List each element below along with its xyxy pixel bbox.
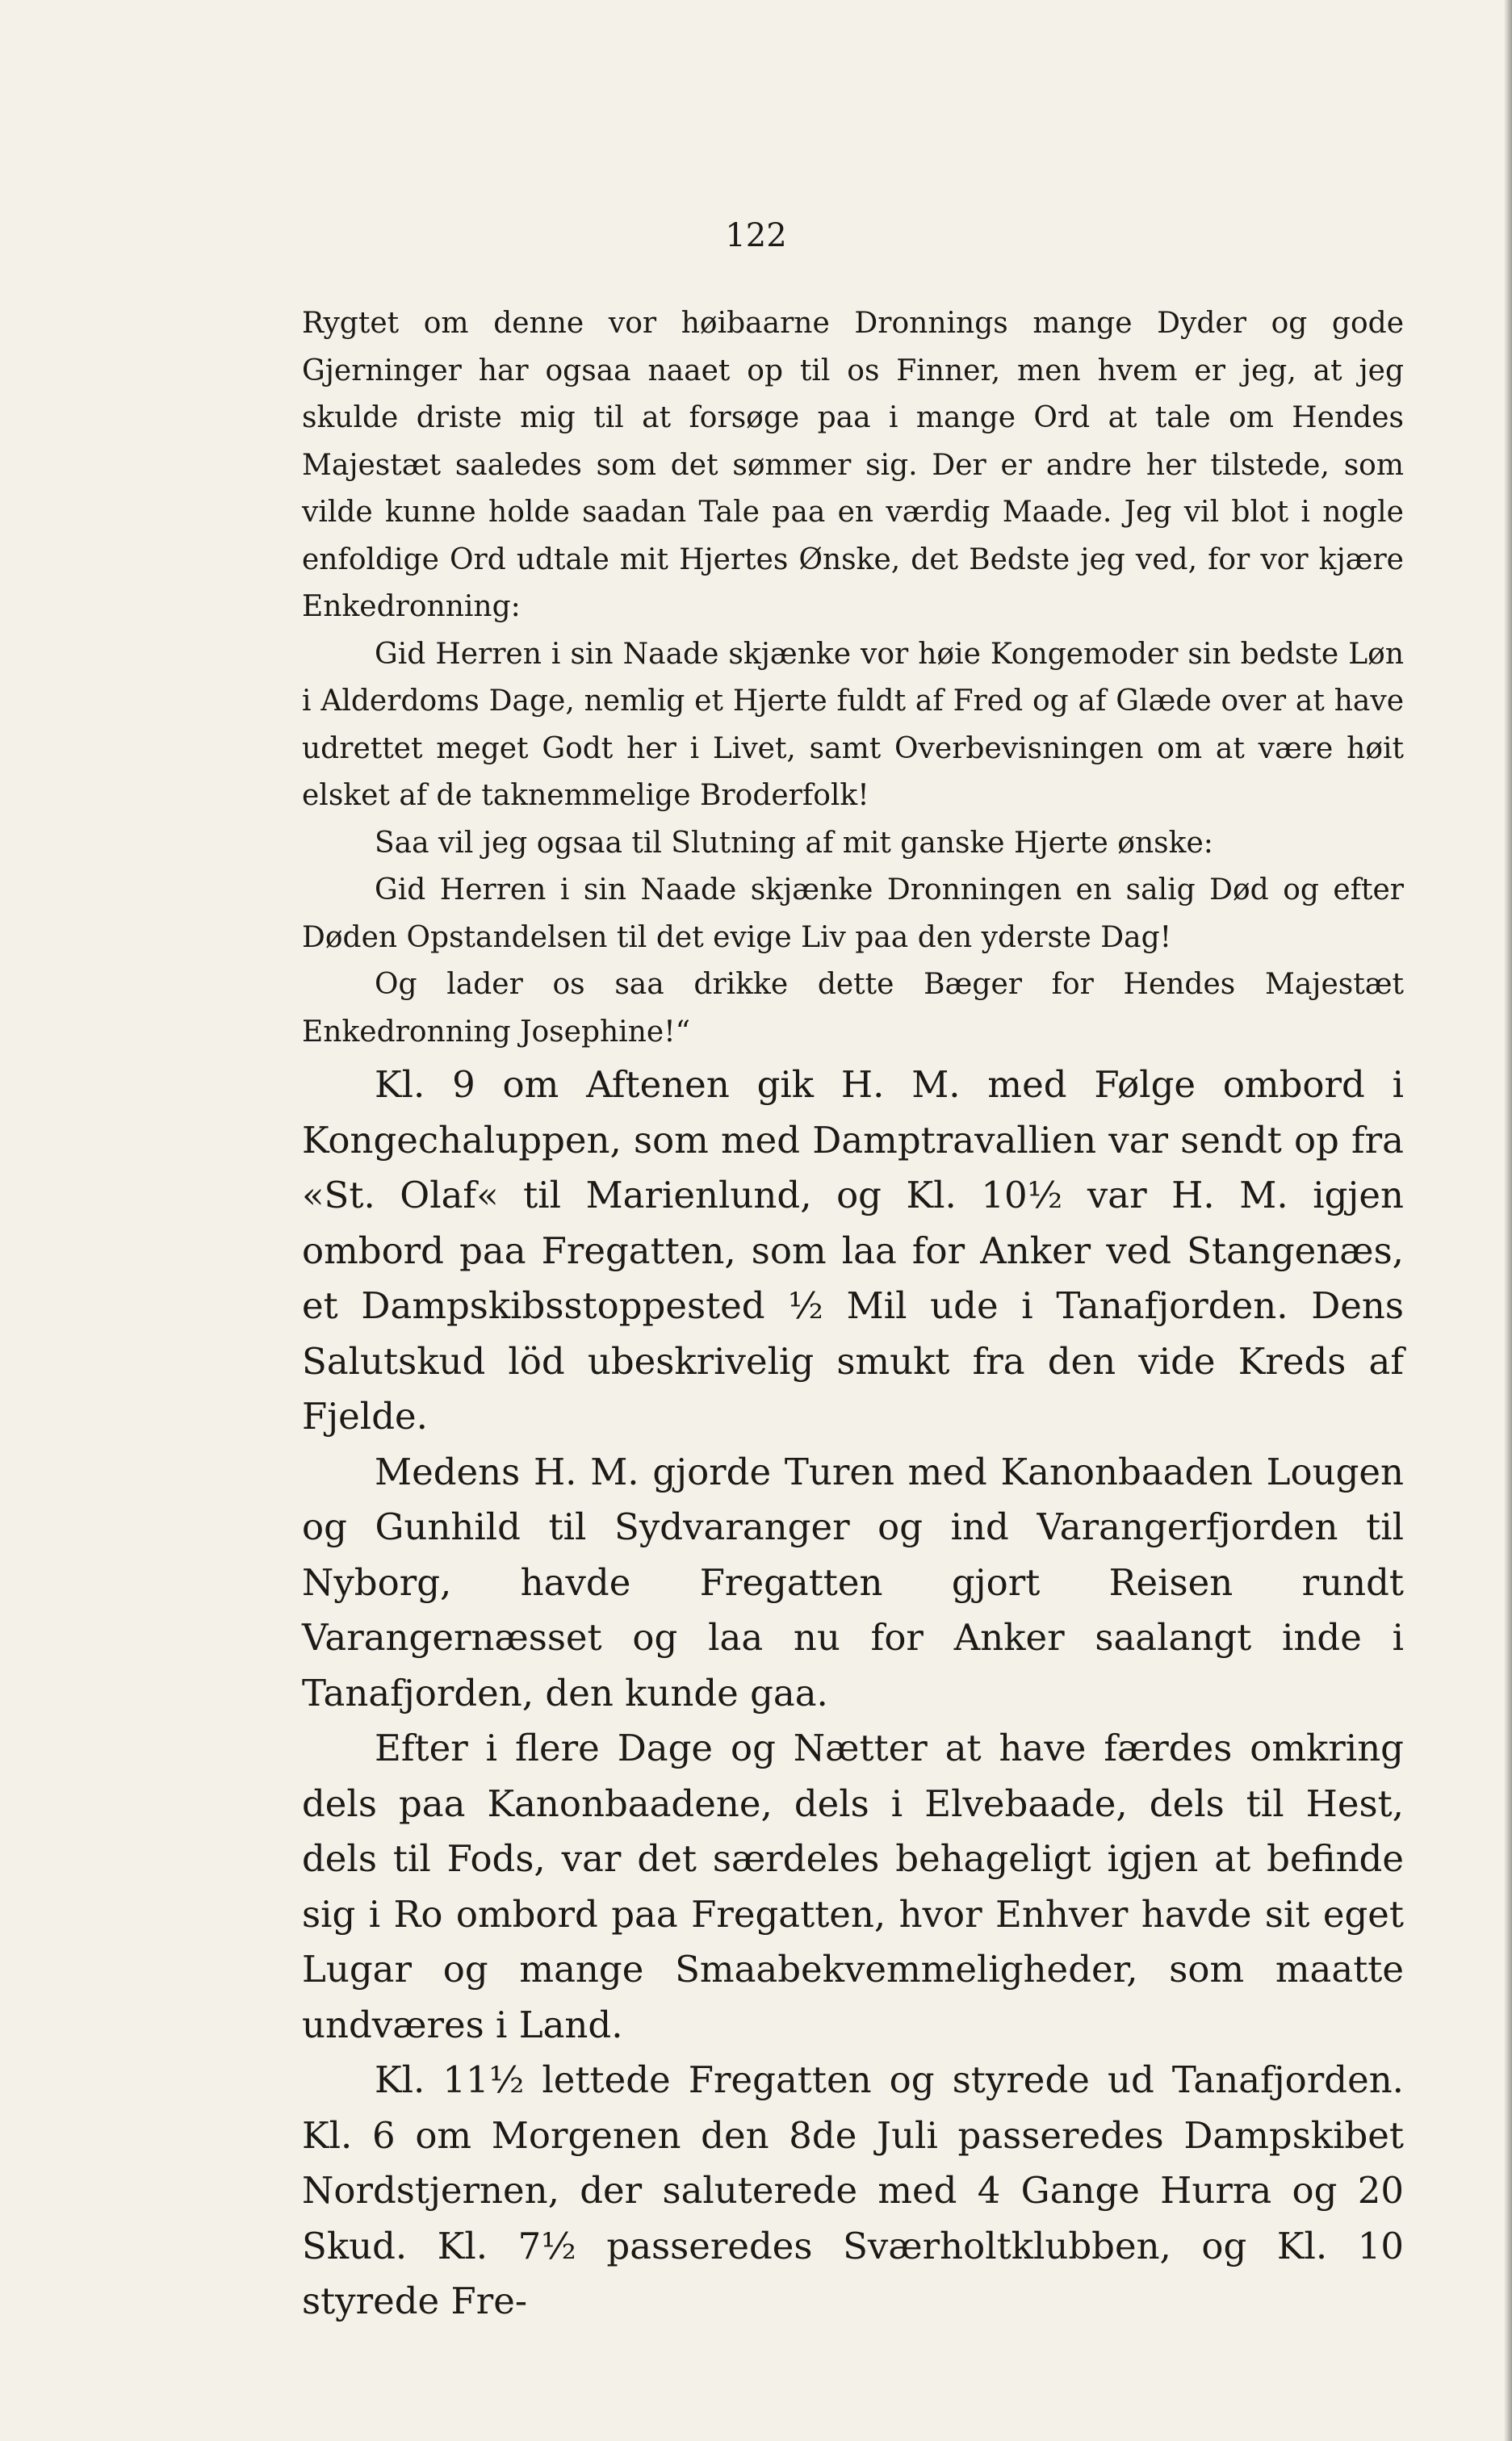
narrative-block xyxy=(302,1057,1404,2330)
narrative-paragraph-4: Kl. 11½ lettede Fregatten og styrede ud Tanafjorden. Kl. 6 om Morgenen den 8de Juli passeredes Dampskibet Nordstjernen, der saluterede med 4 Gange Hurra og 20 Skud. Kl. 7½ passeredes Sværholtklubben, og Kl. 10 styrede Fre- xyxy=(302,2058,1404,2322)
speech-paragraph-2: Gid Herren i sin Naade skjænke vor høie Kongemoder sin bedste Løn i Alderdoms Dage, nemlig et Hjerte fuldt af Fred og af Glæde over at have udrettet meget Godt her i Livet, samt Overbevisningen om at være høit elsket af de taknemmelige Broderfolk! xyxy=(302,637,1404,812)
speech-paragraph-4: Gid Herren i sin Naade skjænke Dronningen en salig Død og efter Døden Opstandelsen til det evige Liv paa den yderste Dag! xyxy=(302,873,1404,954)
narrative-paragraph-1: Kl. 9 om Aftenen gik H. M. med Følge ombord i Kongechaluppen, som med Damptravallien var sendt op fra «St. Olaf« til Marienlund, og Kl. 10½ var H. M. igjen ombord paa Fregatten, som laa for Anker ved Stangenæs, et Dampskibsstoppested ½ Mil ude i Tanafjorden. Dens Salutskud löd ubeskrivelig smukt fra den vide Kreds af Fjelde. xyxy=(302,1063,1404,1438)
page-number: 122 xyxy=(725,217,787,254)
page-edge-shadow xyxy=(1504,0,1512,2441)
speech-paragraph-1: Rygtet om denne vor høibaarne Dronnings mange Dyder og gode Gjerninger har ogsaa naaet op til os Finner, men hvem er jeg, at jeg skulde driste mig til at forsøge paa i mange Ord at tale om Hendes Majestæt saaledes som det sømmer sig. Der er andre her tilstede, som vilde kunne holde saadan Tale paa en værdig Maade. Jeg vil blot i nogle enfoldige Ord udtale mit Hjertes Ønske, det Bedste jeg ved, for vor kjære Enkedronning: xyxy=(302,307,1404,623)
narrative-paragraph-2: Medens H. M. gjorde Turen med Kanonbaaden Lougen og Gunhild til Sydvaranger og ind Varangerfjorden til Nyborg, havde Fregatten gjort Reisen rundt Varangernæsset og laa nu for Anker saalangt inde i Tanafjorden, den kunde gaa. xyxy=(302,1450,1404,1715)
speech-paragraph-5: Og lader os saa drikke dette Bæger for Hendes Majestæt Enkedronning Josephine!“ xyxy=(302,968,1404,1049)
speech-block xyxy=(302,300,1404,1056)
narrative-paragraph-3: Efter i flere Dage og Nætter at have færdes omkring dels paa Kanonbaadene, dels i Elvebaade, dels til Hest, dels til Fods, var det særdeles behageligt igjen at befinde sig i Ro ombord paa Fregatten, hvor Enhver havde sit eget Lugar og mange Smaabekvemmeligheder, som maatte undværes i Land. xyxy=(302,1727,1404,2046)
speech-paragraph-3: Saa vil jeg ogsaa til Slutning af mit ganske Hjerte ønske: xyxy=(375,826,1213,860)
